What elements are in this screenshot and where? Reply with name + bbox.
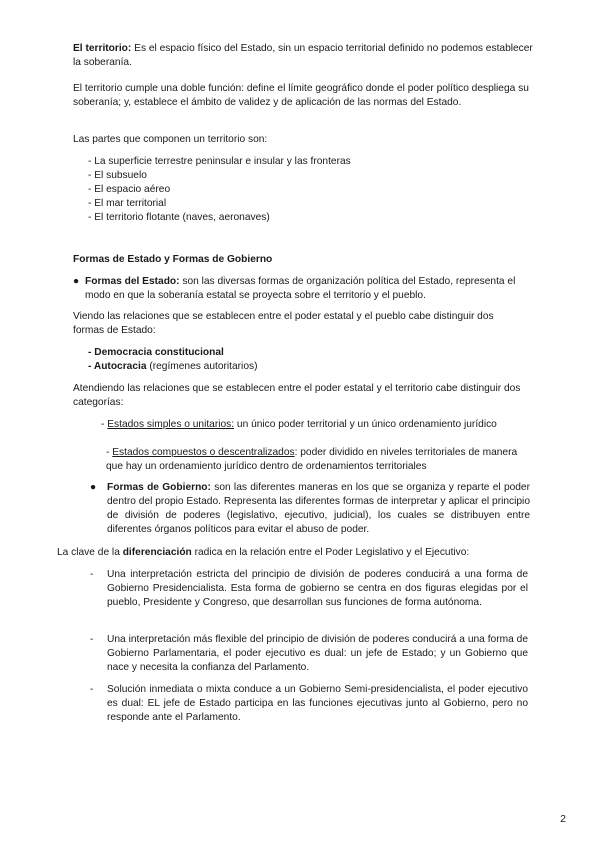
- democracia-item: - Democracia constitucional: [88, 347, 224, 358]
- autocracia-item: [88, 360, 528, 374]
- formas-estado-list: [88, 346, 528, 374]
- formas-estado-paragraph: [85, 275, 533, 303]
- partes-item-2: - El subsuelo: [88, 170, 147, 181]
- territorio-term: El territorio:: [73, 43, 132, 54]
- diferenciacion-item-presidencialista: Una interpretación estricta del principio de división de poderes conducirá a una forma de Gobierno Presidencialista. Esta forma de gobierno se centra en dos figuras elegidas por el pueblo, Presidente y Congreso, que desarrollan sus funciones de forma autónoma.: [107, 569, 528, 608]
- autocracia-text: (regímenes autoritarios): [146, 361, 258, 372]
- autocracia-term: - Autocracia: [88, 361, 147, 372]
- gobierno-bullet: ●: [90, 482, 97, 493]
- estados-compuestos-text: : poder dividido en niveles territoriales de manera que hay un ordenamiento jurídico dentro de ordenamientos territoriales: [106, 447, 518, 472]
- page-number: 2: [560, 813, 566, 825]
- estados-simples-text: un único poder territorial y un único ordenamiento jurídico: [234, 419, 497, 430]
- partes-list: [88, 155, 528, 225]
- diferenciacion-prefix: La clave de la: [57, 547, 123, 558]
- simples-dash: -: [101, 419, 108, 430]
- formas-gobierno-paragraph: [107, 481, 530, 537]
- partes-item-1: - La superficie terrestre peninsular e insular y las fronteras: [88, 156, 351, 167]
- compuestos-dash: -: [106, 447, 113, 458]
- territorio-def-text: Es el espacio físico del Estado, sin un espacio territorial definido no podemos establecer la soberanía.: [73, 43, 533, 68]
- diferenciacion-item-parlamentaria: Una interpretación más flexible del principio de división de poderes conducirá a una forma de Gobierno Parlamentaria, el poder ejecutivo es dual: un jefe de Estado; y un Gobierno que nace y necesita la confianza del Parlamento.: [107, 634, 528, 673]
- diferenciacion-dash-2: -: [90, 634, 94, 645]
- diferenciacion-dash-3: -: [90, 684, 94, 695]
- estados-simples-item: [101, 418, 541, 432]
- estado-bullet: ●: [73, 276, 80, 287]
- territorio-funcion-paragraph: El territorio cumple una doble función: define el límite geográfico donde el poder político despliega su soberanía; y, establece el ámbito de validez y de aplicación de las normas del Estado.: [73, 83, 529, 108]
- diferenciacion-item-semipresidencialista: Solución inmediata o mixta conduce a un Gobierno Semi-presidencialista, el poder ejecutivo es dual: EL jefe de Estado participa en las funciones ejecutivas junto al Gobierno, pero no responde ante el Parlamento.: [107, 684, 528, 723]
- relaciones-pueblo-paragraph: Viendo las relaciones que se establecen entre el poder estatal y el pueblo cabe distinguir dos formas de Estado:: [73, 311, 494, 336]
- territorio-definition: [73, 42, 533, 70]
- formas-gobierno-term: Formas de Gobierno:: [107, 482, 211, 493]
- formas-gobierno-text: son las diferentes maneras en los que se organiza y reparte el poder dentro del propio Estado. Representa las diferentes formas de interpretar y aplicar el principio de división de poderes (legislativo, ejecutivo, judicial), los cuales se distribuyen entre diferentes órganos políticos para evitar el abuso de poder.: [107, 482, 530, 535]
- partes-item-4: - El mar territorial: [88, 198, 167, 209]
- diferenciacion-paragraph: [57, 546, 537, 560]
- relaciones-territorio-paragraph: Atendiendo las relaciones que se establecen entre el poder estatal y el territorio cabe distinguir dos categorías:: [73, 383, 521, 408]
- partes-item-3: - El espacio aéreo: [88, 184, 171, 195]
- formas-estado-term: Formas del Estado:: [85, 276, 180, 287]
- estados-simples-term: Estados simples o unitarios:: [107, 419, 235, 430]
- partes-item-5: - El territorio flotante (naves, aeronaves): [88, 212, 270, 223]
- diferenciacion-suffix: radica en la relación entre el Poder Legislativo y el Ejecutivo:: [191, 547, 470, 558]
- diferenciacion-term: diferenciación: [122, 547, 192, 558]
- formas-estado-text: son las diversas formas de organización política del Estado, representa el modo en que la soberanía estatal se proyecta sobre el territorio y el pueblo.: [85, 276, 516, 301]
- estados-compuestos-item: [106, 446, 526, 474]
- estados-compuestos-term: Estados compuestos o descentralizados: [112, 447, 295, 458]
- partes-intro: Las partes que componen un territorio son:: [73, 134, 268, 145]
- diferenciacion-dash-1: -: [90, 569, 94, 580]
- formas-heading: Formas de Estado y Formas de Gobierno: [73, 254, 273, 265]
